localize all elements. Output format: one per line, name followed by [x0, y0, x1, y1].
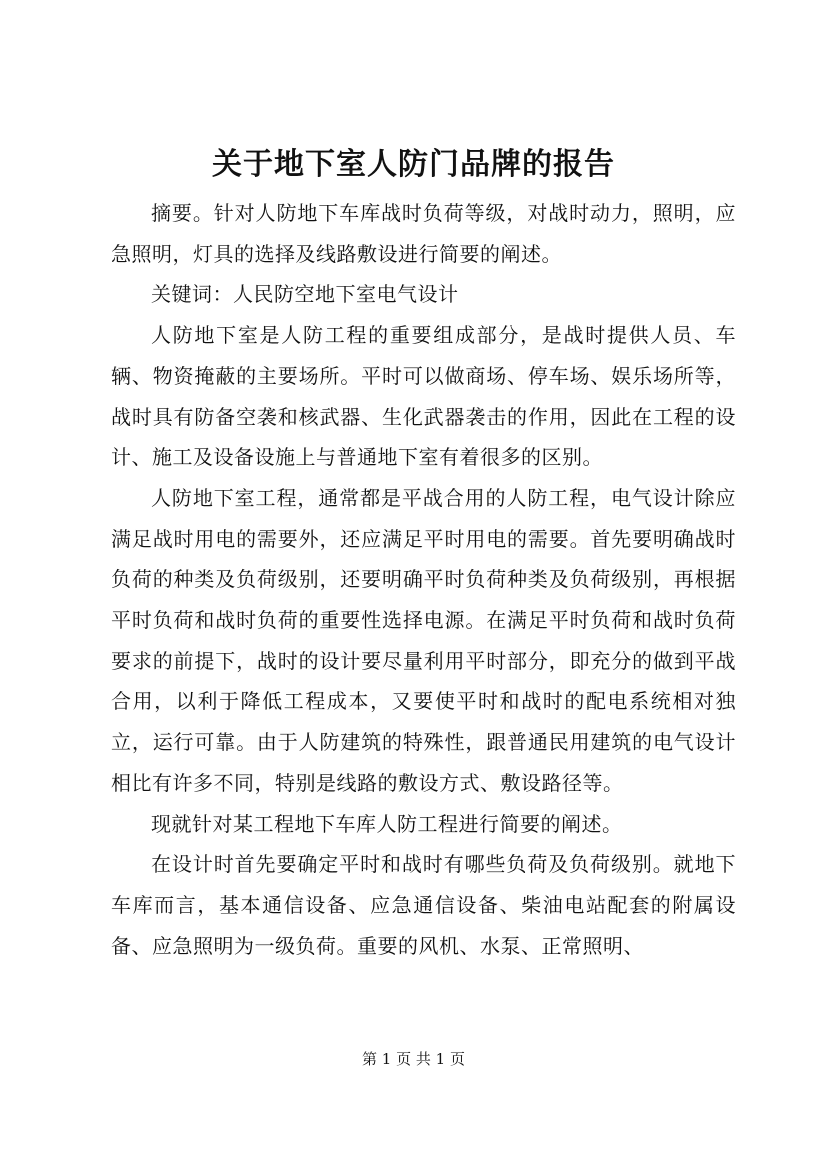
paragraph-keywords: 关键词：人民防空地下室电气设计 [151, 282, 459, 307]
page-footer: 第 1 页 共 1 页 [362, 1050, 465, 1068]
paragraph: 在设计时首先要确定平时和战时有哪些负荷及负荷级别。就地下车库而言，基本通信设备、应急通信设备、柴油电站配套的附属设备、应急照明为一级负荷。重要的风机、水泵、正常照明、 [111, 852, 736, 958]
document-title: 关于地下室人防门品牌的报告 [212, 147, 615, 182]
paragraph: 人防地下室工程，通常都是平战合用的人防工程，电气设计除应满足战时用电的需要外，还应满足平时用电的需要。首先要明确战时负荷的种类及负荷级别，还要明确平时负荷种类及负荷级别，再根据平时负荷和战时负荷的重要性选择电源。在满足平时负荷和战时负荷要求的前提下，战时的设计要尽量利用平时部分，即充分的做到平战合用，以利于降低工程成本，又要使平时和战时的配电系统相对独立，运行可靠。由于人防建筑的特殊性，跟普通民用建筑的电气设计相比有许多不同，特别是线路的敷设方式、敷设路径等。 [111, 485, 736, 795]
document-body [111, 193, 736, 966]
paragraph-abstract: 摘要。针对人防地下车库战时负荷等级，对战时动力，照明，应急照明，灯具的选择及线路敷设进行简要的阐述。 [111, 201, 736, 266]
paragraph: 人防地下室是人防工程的重要组成部分，是战时提供人员、车辆、物资掩蔽的主要场所。平时可以做商场、停车场、娱乐场所等，战时具有防备空袭和核武器、生化武器袭击的作用，因此在工程的设计、施工及设备设施上与普通地下室有着很多的区别。 [111, 323, 736, 470]
paragraph: 现就针对某工程地下车库人防工程进行简要的阐述。 [151, 811, 623, 836]
